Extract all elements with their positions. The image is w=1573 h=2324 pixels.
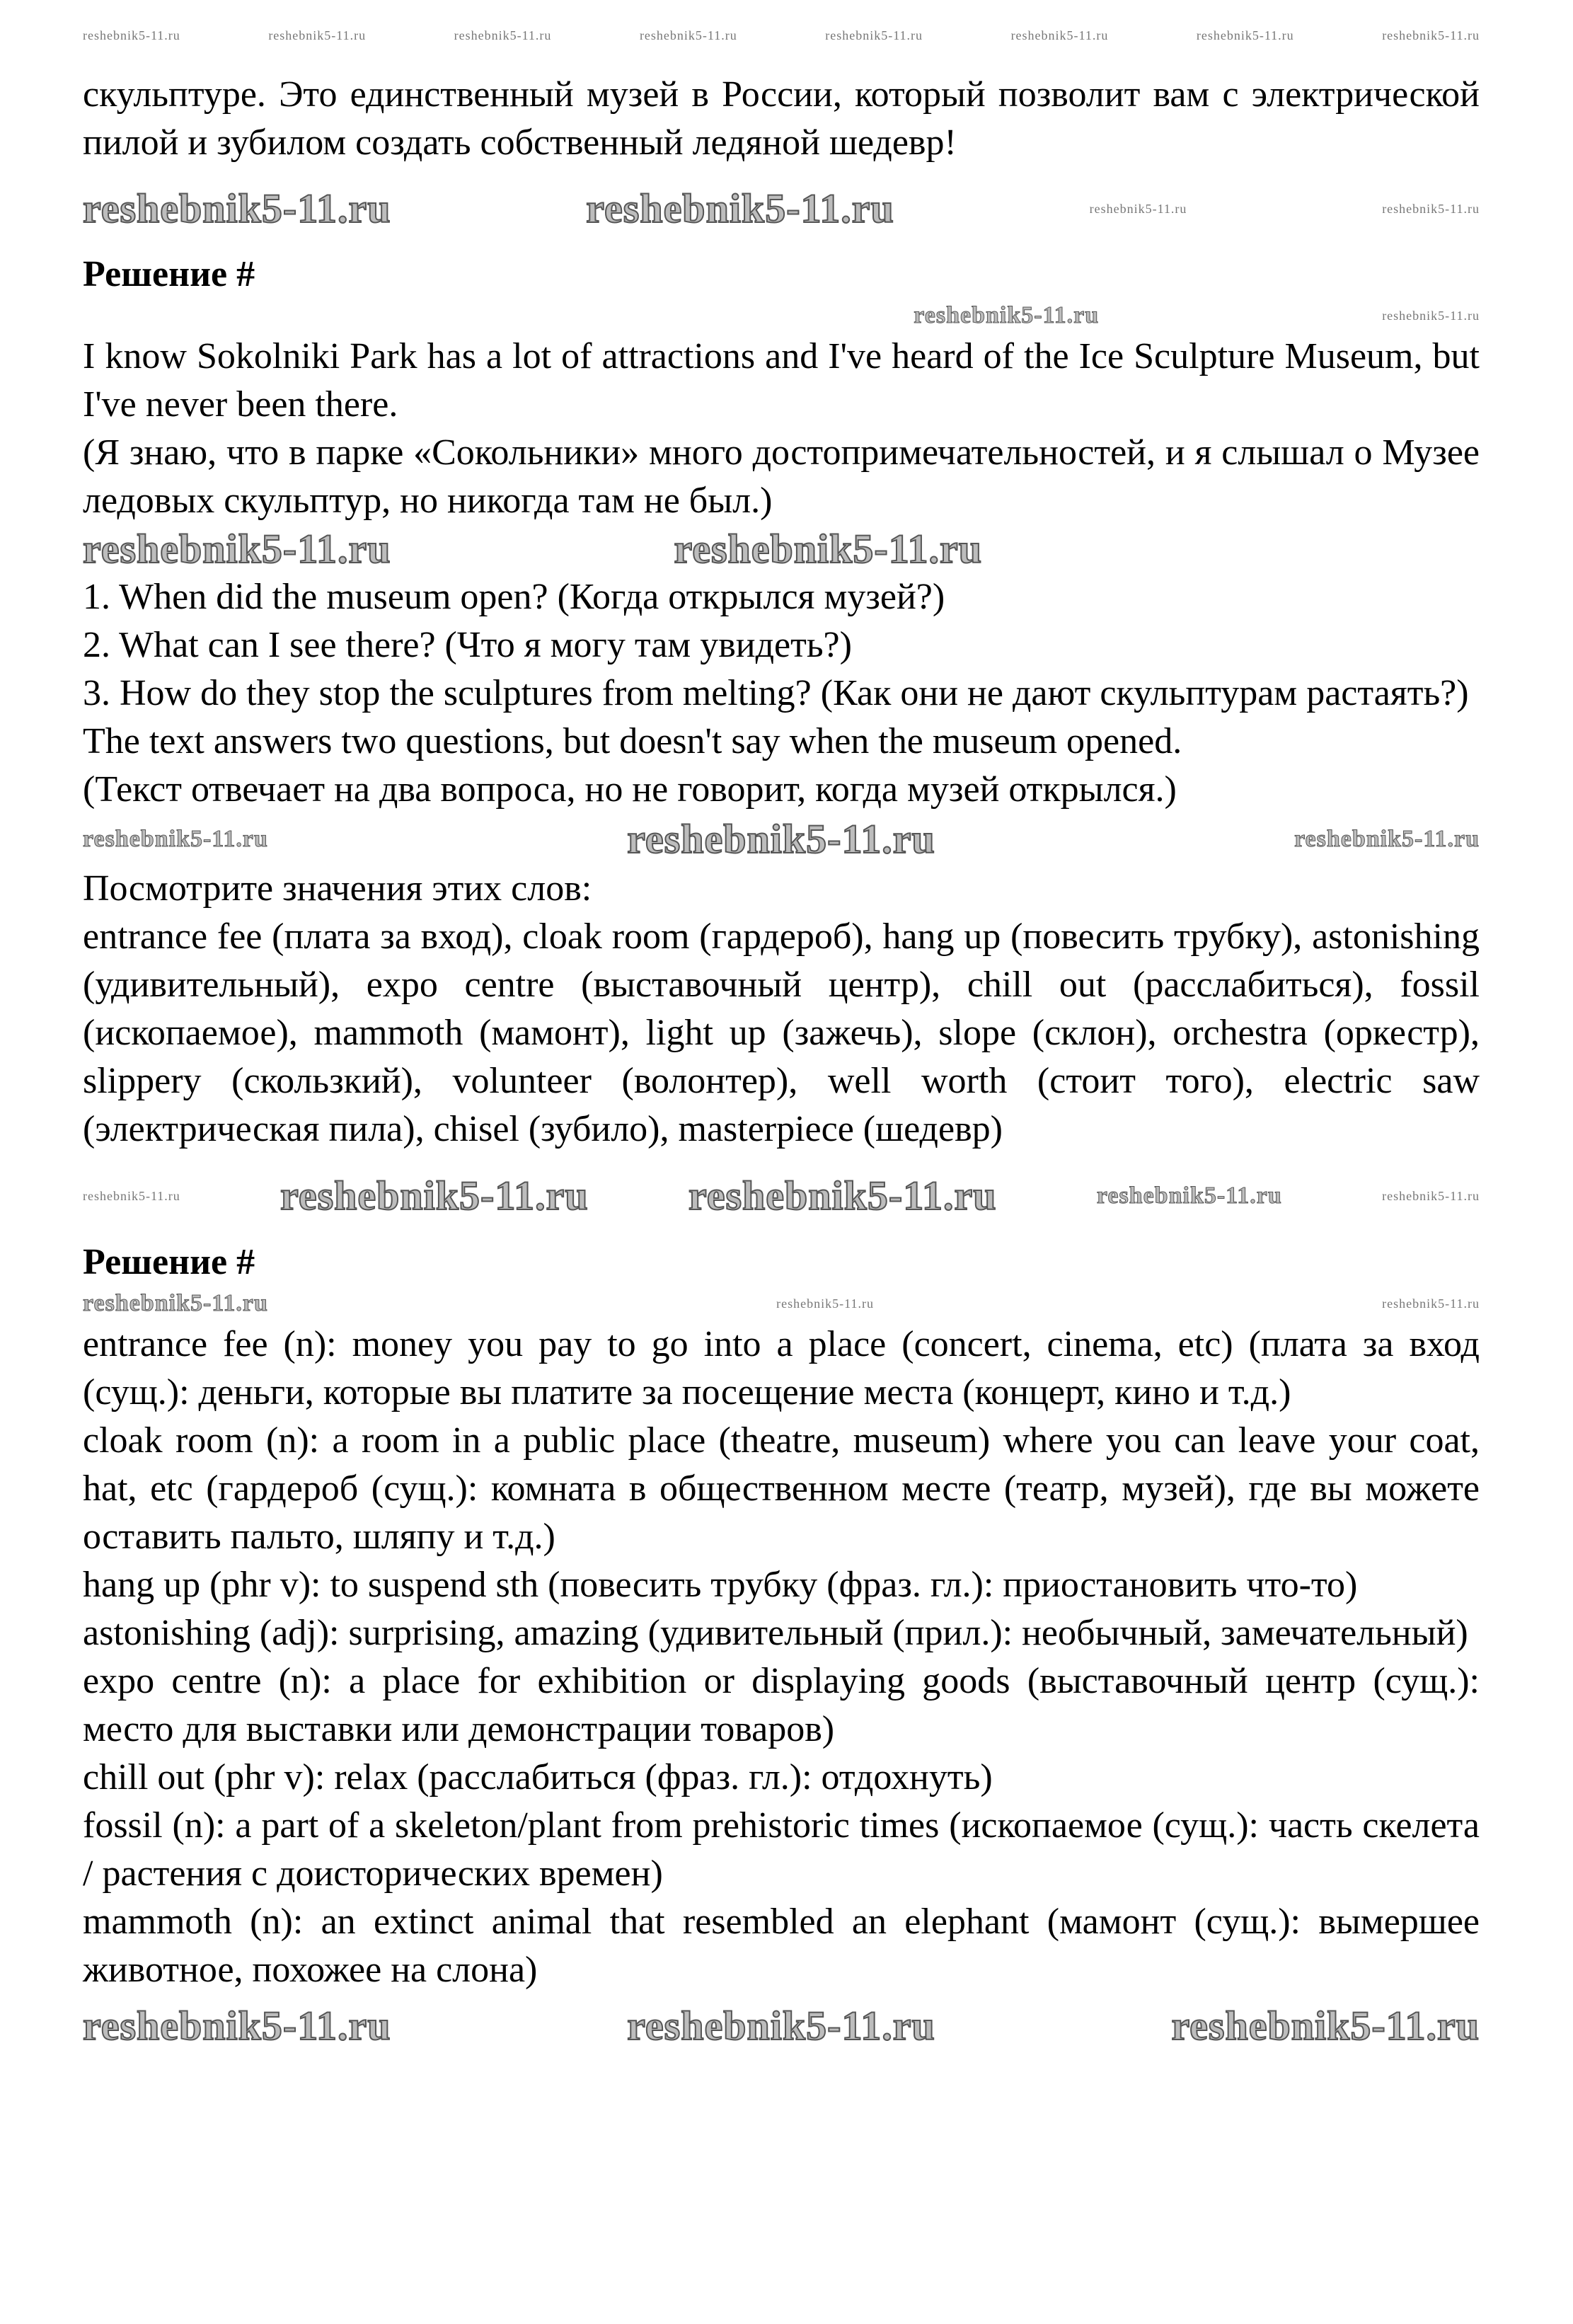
document-page [83,0,1480,2058]
question-1: 1. When did the museum open? (Когда открылся музей?) [83,577,945,617]
watermark: reshebnik5-11.ru [627,816,935,862]
question-3: 3. How do they stop the sculptures from melting? (Как они не дают скульптурам растаять?) [83,673,1469,713]
watermark-row [83,299,1480,333]
answer-english: I know Sokolniki Park has a lot of attractions and I've heard of the Ice Sculpture Museum, but I've never been there. [83,336,1480,425]
watermark: reshebnik5-11.ru [1382,202,1480,216]
watermark-row [83,814,1480,865]
watermark: reshebnik5-11.ru [83,1189,180,1203]
watermark: reshebnik5-11.ru [1171,2003,1480,2049]
watermark: reshebnik5-11.ru [1196,28,1294,42]
watermark-row [83,1154,1480,1238]
vocab-list: entrance fee (плата за вход), cloak room (гардероб), hang up (повесить трубку), astonishing (удивительный), expo centre (выставочный центр), chill out (расслабиться), fossil (ископаемое), mammoth (мамонт), light up (зажечь), slope (склон), orchestra (оркестр), slippery (скользкий), volunteer (волонтер), well worth (стоит того), electric saw (электрическая пила), chisel (зубило), masterpiece (шедевр) [83,916,1480,1149]
watermark: reshebnik5-11.ru [627,2003,935,2049]
watermark: reshebnik5-11.ru [83,185,391,231]
watermark: reshebnik5-11.ru [83,526,391,572]
watermark: reshebnik5-11.ru [1089,202,1187,216]
answer-russian: (Я знаю, что в парке «Сокольники» много достопримечательностей, и я слышал о Музее ледовых скульптур, но никогда там не был.) [83,432,1480,521]
watermark-row [83,525,1480,573]
watermark: reshebnik5-11.ru [688,1173,997,1219]
watermark: reshebnik5-11.ru [674,526,983,572]
definition-item: astonishing (adj): surprising, amazing (удивительный (прил.): необычный, замечательный) [83,1613,1468,1653]
watermark: reshebnik5-11.ru [280,1173,589,1219]
watermark: reshebnik5-11.ru [914,302,1100,328]
vocab-section [83,865,1480,1154]
watermark: reshebnik5-11.ru [1382,28,1480,42]
watermark: reshebnik5-11.ru [83,826,268,852]
watermark: reshebnik5-11.ru [83,2003,391,2049]
vocab-prompt: Посмотрите значения этих слов: [83,868,592,909]
watermark: reshebnik5-11.ru [1382,309,1480,323]
definitions-list [83,1321,1480,1994]
intro-paragraph [83,71,1480,167]
watermark: reshebnik5-11.ru [83,28,180,42]
watermark-row [83,1287,1480,1321]
definition-item: entrance fee (n): money you pay to go into a place (concert, cinema, etc) (плата за вход (сущ.): деньги, которые вы платите за посещение места (концерт, кино и т.д.) [83,1324,1480,1413]
watermark-row [83,1994,1480,2058]
answer-section [83,333,1480,525]
watermark: reshebnik5-11.ru [1382,1189,1480,1203]
watermark: reshebnik5-11.ru [639,28,737,42]
watermark: reshebnik5-11.ru [776,1296,874,1311]
intro-text: скульптуре. Это единственный музей в России, который позволит вам с электрической пилой и зубилом создать собственный ледяной шедевр! [83,74,1480,163]
definition-item: mammoth (n): an extinct animal that resembled an elephant (мамонт (сущ.): вымершее животное, похожее на слона) [83,1902,1480,1990]
definition-item: fossil (n): a part of a skeleton/plant from prehistoric times (ископаемое (сущ.): часть скелета / растения с доисторических времен) [83,1805,1480,1894]
watermark: reshebnik5-11.ru [1010,28,1109,42]
watermark: reshebnik5-11.ru [1382,1296,1480,1311]
solution-heading-1: Решение # [83,254,255,294]
conclusion-russian: (Текст отвечает на два вопроса, но не говорит, когда музей открылся.) [83,769,1177,810]
solution-heading-2: Решение # [83,1242,255,1282]
watermark: reshebnik5-11.ru [825,28,923,42]
question-2: 2. What can I see there? (Что я могу там увидеть?) [83,625,852,665]
watermark-row [83,0,1480,71]
definition-item: chill out (phr v): relax (расслабиться (фраз. гл.): отдохнуть) [83,1757,993,1797]
watermark: reshebnik5-11.ru [586,185,894,231]
watermark: reshebnik5-11.ru [1294,826,1480,852]
watermark: reshebnik5-11.ru [454,28,552,42]
definition-item: hang up (phr v): to suspend sth (повесить трубку (фраз. гл.): приостановить что-то) [83,1565,1358,1605]
definition-item: cloak room (n): a room in a public place (theatre, museum) where you can leave your coat, hat, etc (гардероб (сущ.): комната в общественном месте (театр, музей), где вы можете оставить пальто, шляпу и т.д.) [83,1420,1480,1557]
conclusion-english: The text answers two questions, but doesn't say when the museum opened. [83,721,1182,761]
watermark: reshebnik5-11.ru [1096,1183,1282,1209]
questions-section [83,573,1480,814]
definition-item: expo centre (n): a place for exhibition or displaying goods (выставочный центр (сущ.): место для выставки или демонстрации товаров) [83,1661,1480,1749]
watermark: reshebnik5-11.ru [268,28,367,42]
watermark: reshebnik5-11.ru [83,1290,268,1316]
watermark-row [83,167,1480,251]
